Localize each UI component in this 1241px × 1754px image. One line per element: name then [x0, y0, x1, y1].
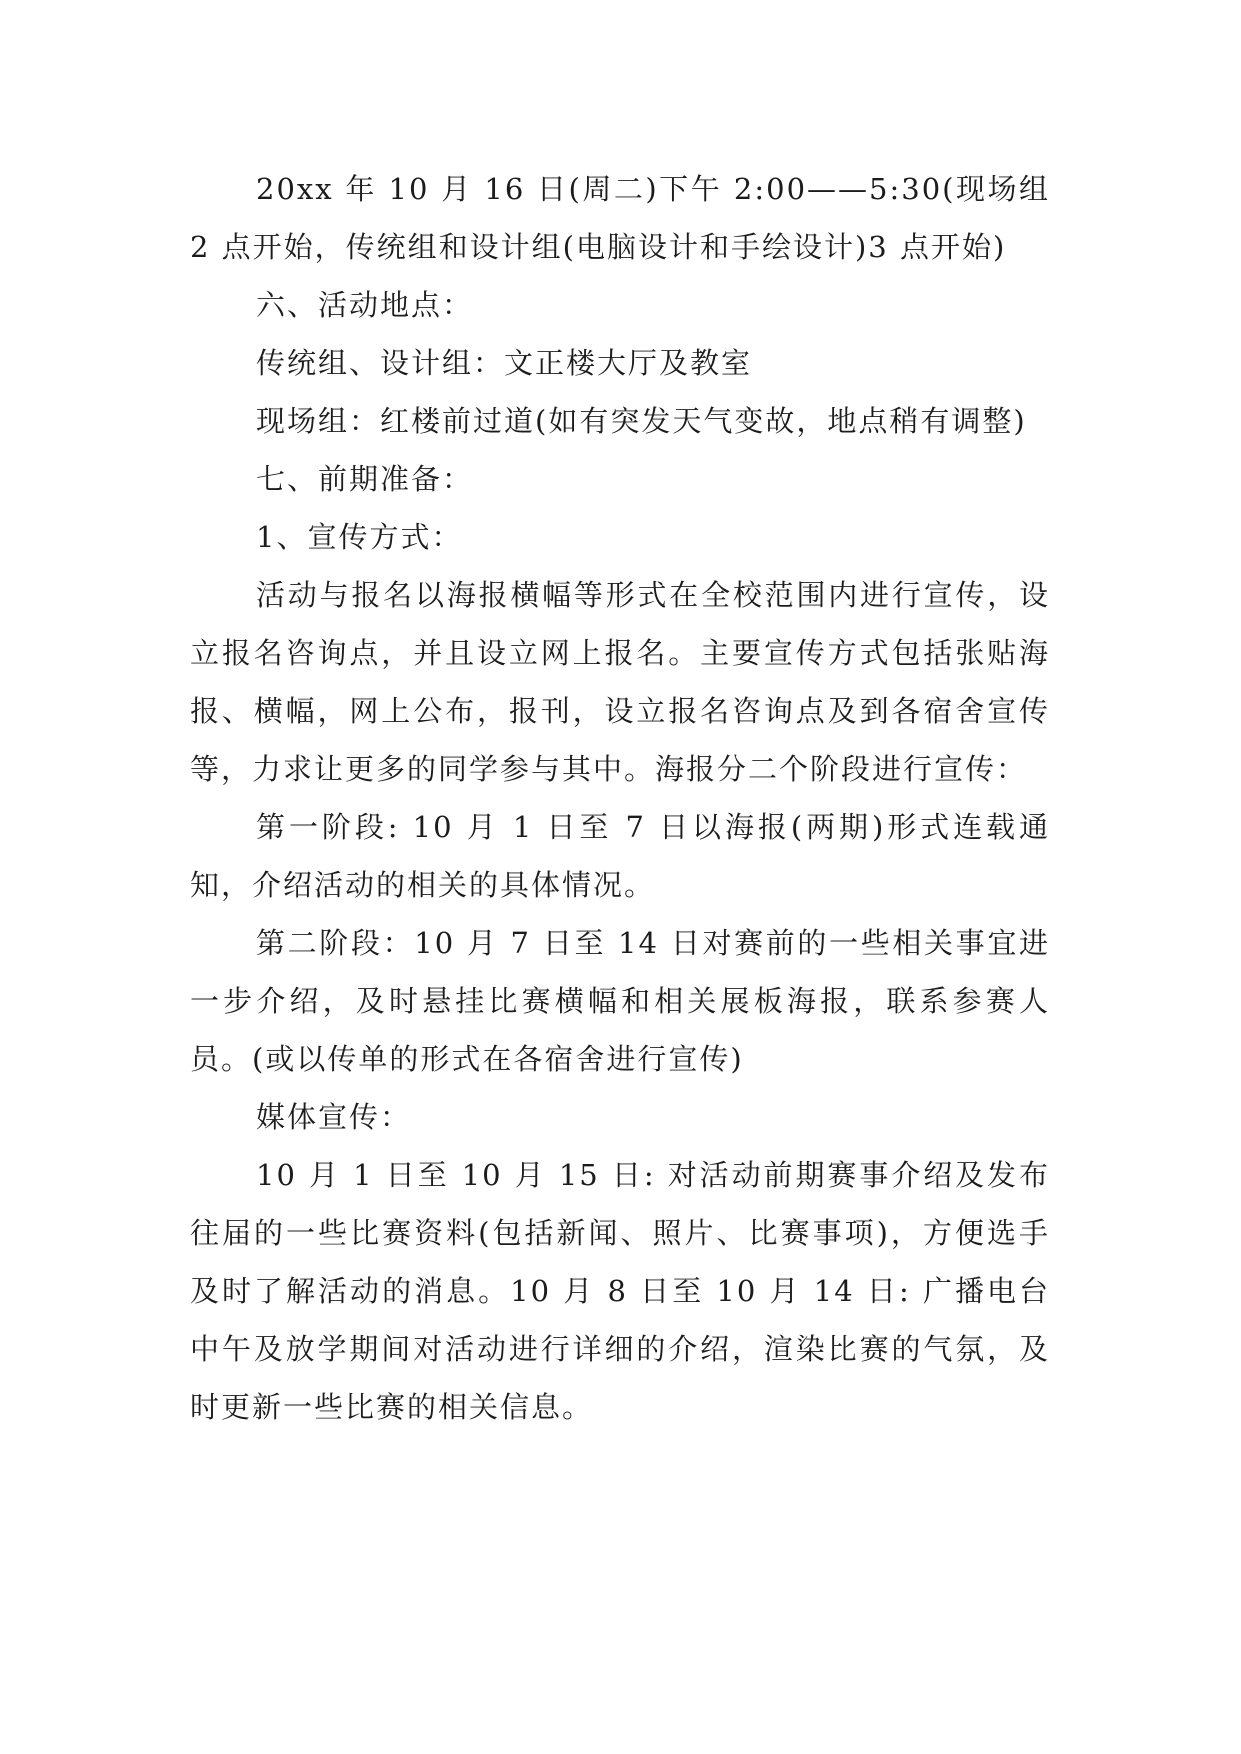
section-heading-preparation: 七、前期准备： — [256, 462, 474, 496]
media-promotion-paragraph: 10 月 1 日至 10 月 15 日: 对活动前期赛事介绍及发布往届的一些比赛资料(包括新闻、照片、比赛事项)，方便选手及时了解活动的消息。10 月 8 日至 10 月 14 日: 广播电台中午及放学期间对活动进行详细的介绍，渲染比赛的气氛，及时更新一些比赛的相关信息。 — [190, 1158, 1050, 1424]
location-onsite-paragraph: 现场组：红楼前过道(如有突发天气变故，地点稍有调整) — [256, 404, 1027, 438]
phase-two-paragraph: 第二阶段：10 月 7 日至 14 日对赛前的一些相关事宜进一步介绍，及时悬挂比赛横幅和相关展板海报，联系参赛人员。(或以传单的形式在各宿舍进行宣传) — [190, 926, 1050, 1076]
event-time-paragraph: 20xx 年 10 月 16 日(周二)下午 2:00——5:30(现场组 2 点开始，传统组和设计组(电脑设计和手绘设计)3 点开始) — [190, 172, 1050, 264]
phase-one-paragraph: 第一阶段: 10 月 1 日至 7 日以海报(两期)形式连载通知，介绍活动的相关的具体情况。 — [190, 810, 1050, 902]
location-traditional-design-paragraph: 传统组、设计组：文正楼大厅及教室 — [256, 346, 753, 380]
promotion-overview-paragraph: 活动与报名以海报横幅等形式在全校范围内进行宣传，设立报名咨询点，并且设立网上报名。主要宣传方式包括张贴海报、横幅，网上公布，报刊，设立报名咨询点及到各宿舍宣传等，力求让更多的同学参与其中。海报分二个阶段进行宣传： — [190, 578, 1050, 786]
media-promotion-heading: 媒体宣传： — [256, 1100, 412, 1134]
subsection-heading-promotion: 1、宣传方式： — [256, 520, 463, 554]
section-heading-location: 六、活动地点： — [256, 288, 474, 322]
document-body — [190, 160, 1050, 1436]
